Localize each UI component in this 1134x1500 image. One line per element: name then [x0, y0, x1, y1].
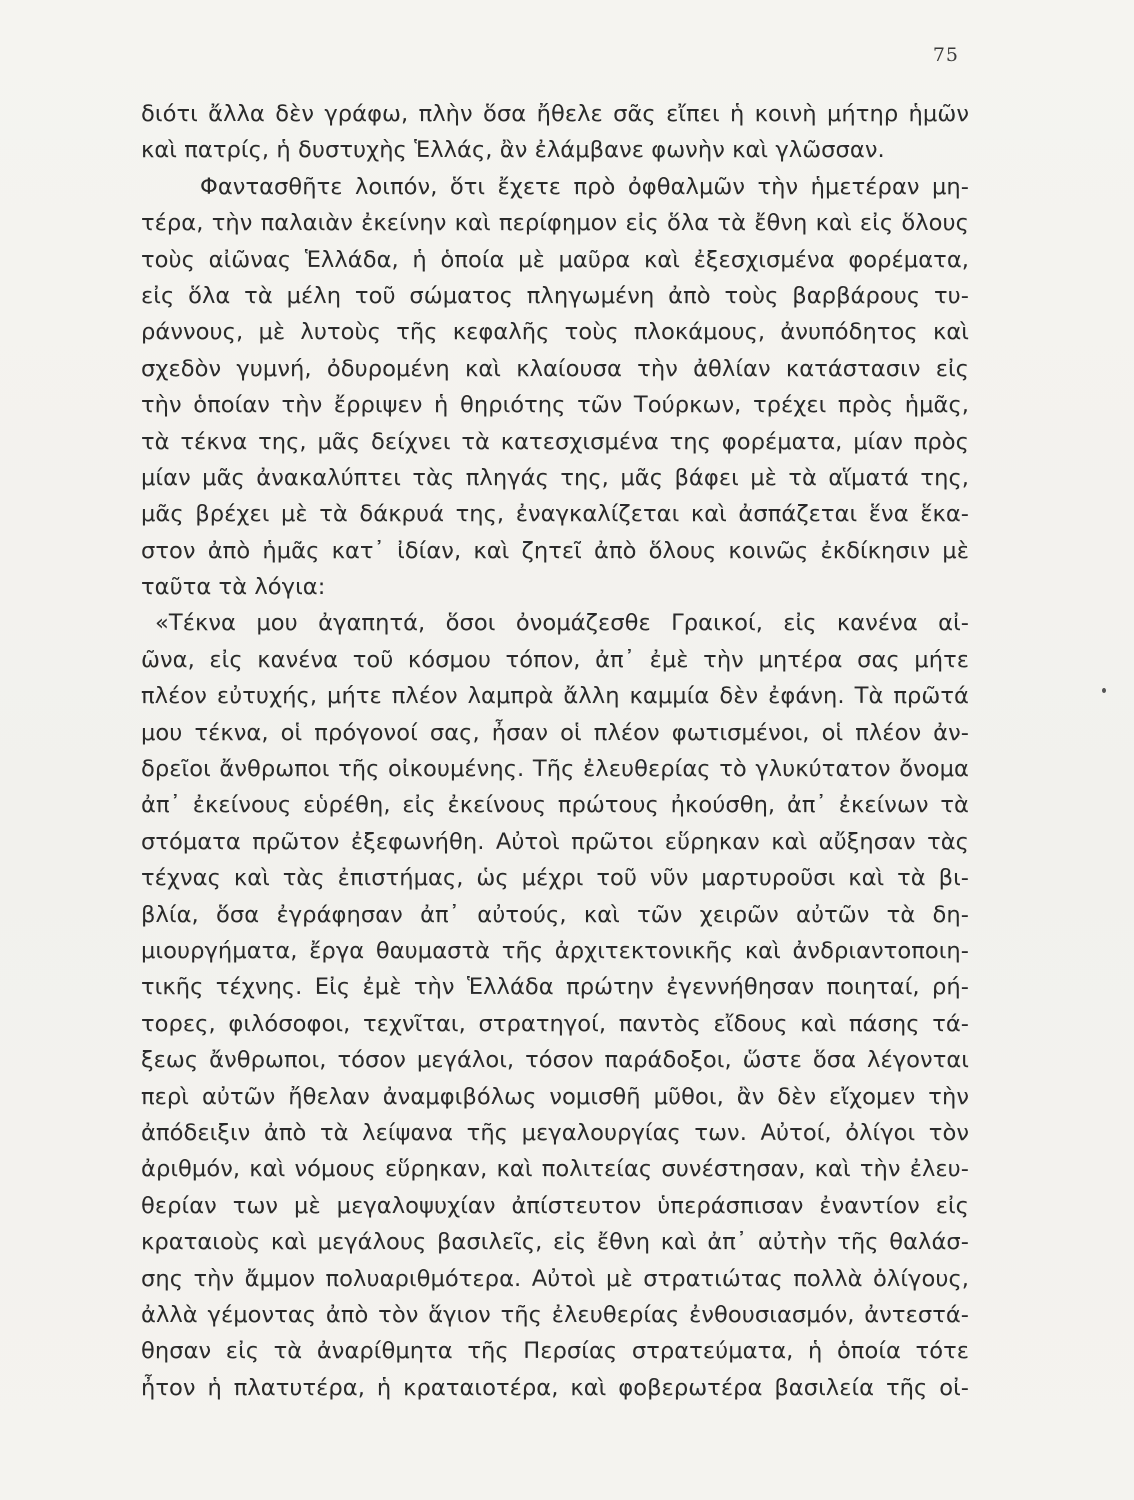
text-line: Φαντασθῆτε λοιπόν, ὅτι ἔχετε πρὸ ὀφθαλμῶν τὴν ἡμετέραν μη-: [200, 173, 969, 200]
text-line: σης τὴν ἄμμον πολυαριθμότερα. Αὐτοὶ μὲ στρατιώτας πολλὰ ὀλίγους,: [141, 1265, 969, 1292]
text-line: ἦτον ἡ πλατυτέρα, ἡ κραταιοτέρα, καὶ φοβερωτέρα βασιλεία τῆς οἰ-: [141, 1374, 969, 1401]
body-text: [141, 96, 969, 1406]
text-line: ταῦτα τὰ λόγια:: [141, 574, 326, 601]
text-line: ἀπόδειξιν ἀπὸ τὰ λείψανα τῆς μεγαλουργίας των. Αὐτοί, ὀλίγοι τὸν: [141, 1119, 969, 1146]
text-line: δρεῖοι ἄνθρωποι τῆς οἰκουμένης. Τῆς ἐλευθερίας τὸ γλυκύτατον ὄνομα: [141, 756, 969, 783]
text-line: ἀπ᾽ ἐκείνους εὑρέθη, εἰς ἐκείνους πρώτους ἠκούσθη, ἀπ᾽ ἐκείνων τὰ: [141, 792, 969, 819]
text-line: ἀλλὰ γέμοντας ἀπὸ τὸν ἅγιον τῆς ἐλευθερίας ἐνθουσιασμόν, ἀντεστά-: [141, 1301, 969, 1328]
text-line: σχεδὸν γυμνή, ὀδυρομένη καὶ κλαίουσα τὴν ἀθλίαν κατάστασιν εἰς: [141, 355, 969, 382]
page-number: 75: [932, 44, 959, 66]
text-line: τέρα, τὴν παλαιὰν ἐκείνην καὶ περίφημον εἰς ὅλα τὰ ἔθνη καὶ εἰς ὅλους: [141, 210, 969, 237]
text-line: θερίαν των μὲ μεγαλοψυχίαν ἀπίστευτον ὑπεράσπισαν ἐναντίον εἰς: [141, 1192, 969, 1219]
text-line: ξεως ἄνθρωποι, τόσον μεγάλοι, τόσον παράδοξοι, ὥστε ὅσα λέγονται: [141, 1047, 969, 1074]
text-line: ἀριθμόν, καὶ νόμους εὕρηκαν, καὶ πολιτείας συνέστησαν, καὶ τὴν ἐλευ-: [141, 1156, 969, 1183]
text-line: εἰς ὅλα τὰ μέλη τοῦ σώματος πληγωμένη ἀπὸ τοὺς βαρβάρους τυ-: [141, 282, 969, 309]
text-line: μᾶς βρέχει μὲ τὰ δάκρυά της, ἐναγκαλίζεται καὶ ἀσπάζεται ἕνα ἕκα-: [141, 501, 969, 528]
text-line: τορες, φιλόσοφοι, τεχνῖται, στρατηγοί, παντὸς εἴδους καὶ πάσης τά-: [141, 1010, 969, 1037]
text-line: καὶ πατρίς, ἡ δυστυχὴς Ἑλλάς, ἂν ἐλάμβανε φωνὴν καὶ γλῶσσαν.: [141, 137, 885, 164]
text-line: μιουργήματα, ἔργα θαυμαστὰ τῆς ἀρχιτεκτονικῆς καὶ ἀνδριαντοποιη-: [141, 937, 969, 964]
text-line: μίαν μᾶς ἀνακαλύπτει τὰς πληγάς της, μᾶς βάφει μὲ τὰ αἵματά της,: [141, 464, 969, 491]
text-line: στόματα πρῶτον ἐξεφωνήθη. Αὐτοὶ πρῶτοι εὕρηκαν καὶ αὔξησαν τὰς: [141, 828, 969, 855]
text-line: διότι ἄλλα δὲν γράφω, πλὴν ὅσα ἤθελε σᾶς εἴπει ἡ κοινὴ μήτηρ ἡμῶν: [141, 101, 969, 127]
text-line: τοὺς αἰῶνας Ἑλλάδα, ἡ ὁποία μὲ μαῦρα καὶ ἐξεσχισμένα φορέματα,: [141, 246, 969, 273]
text-line: βλία, ὅσα ἐγράφησαν ἀπ᾽ αὐτούς, καὶ τῶν χειρῶν αὐτῶν τὰ δη-: [141, 901, 969, 928]
text-line: «Τέκνα μου ἀγαπητά, ὅσοι ὀνομάζεσθε Γραικοί, εἰς κανένα αἰ-: [155, 610, 969, 637]
text-line: πλέον εὐτυχής, μήτε πλέον λαμπρὰ ἄλλη καμμία δὲν ἐφάνη. Τὰ πρῶτά: [141, 683, 969, 710]
text-line: ράννους, μὲ λυτοὺς τῆς κεφαλῆς τοὺς πλοκάμους, ἀνυπόδητος καὶ: [141, 319, 969, 346]
text-line: ῶνα, εἰς κανένα τοῦ κόσμου τόπον, ἀπ᾽ ἐμὲ τὴν μητέρα σας μήτε: [141, 646, 969, 673]
text-line: περὶ αὐτῶν ἤθελαν ἀναμφιβόλως νομισθῆ μῦθοι, ἂν δὲν εἴχομεν τὴν: [141, 1083, 969, 1110]
text-line: θησαν εἰς τὰ ἀναρίθμητα τῆς Περσίας στρατεύματα, ἡ ὁποία τότε: [141, 1338, 969, 1365]
text-line: τὴν ὁποίαν τὴν ἔρριψεν ἡ θηριότης τῶν Τούρκων, τρέχει πρὸς ἡμᾶς,: [141, 392, 969, 419]
text-line: μου τέκνα, οἱ πρόγονοί σας, ἦσαν οἱ πλέον φωτισμένοι, οἱ πλέον ἀν-: [141, 719, 969, 746]
text-line: στον ἀπὸ ἡμᾶς κατ᾽ ἰδίαν, καὶ ζητεῖ ἀπὸ ὅλους κοινῶς ἐκδίκησιν μὲ: [141, 537, 969, 564]
text-line: τικῆς τέχνης. Εἰς ἐμὲ τὴν Ἑλλάδα πρώτην ἐγεννήθησαν ποιηταί, ρή-: [141, 974, 969, 1001]
text-line: τέχνας καὶ τὰς ἐπιστήμας, ὡς μέχρι τοῦ νῦν μαρτυροῦσι καὶ τὰ βι-: [141, 865, 969, 892]
text-line: κραταιοὺς καὶ μεγάλους βασιλεῖς, εἰς ἔθνη καὶ ἀπ᾽ αὐτὴν τῆς θαλάσ-: [141, 1229, 969, 1256]
paper-speck: [1102, 688, 1106, 693]
text-line: τὰ τέκνα της, μᾶς δείχνει τὰ κατεσχισμένα της φορέματα, μίαν πρὸς: [141, 428, 969, 455]
